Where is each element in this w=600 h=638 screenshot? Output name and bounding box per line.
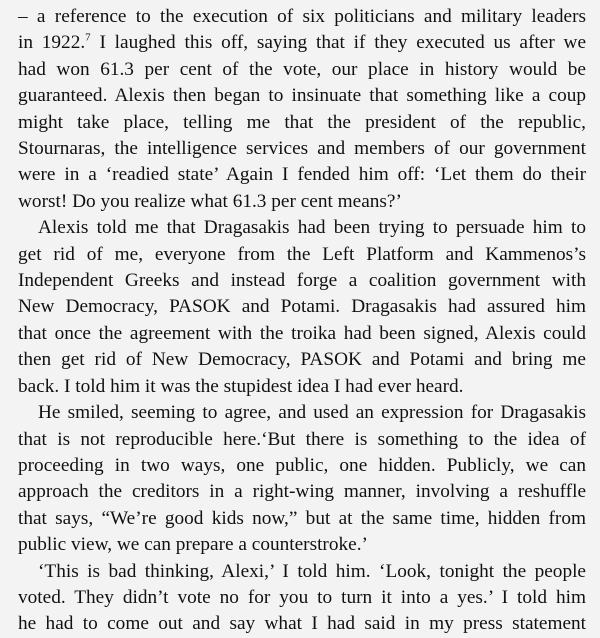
text-line: – a reference to the execution of six politicians and military leaders [18, 6, 586, 27]
footnote-marker: 7 [85, 31, 91, 44]
text-line: voted. They didn’t vote no for you to turn it into a yes.’ I told him [18, 586, 586, 608]
paragraph-4 [18, 559, 586, 638]
text-line: New Democracy, PASOK and Potami. Dragasakis had assured him [18, 296, 586, 318]
text-line: then get rid of New Democracy, PASOK and Potami and bring me [18, 349, 586, 371]
text-line: that once the agreement with the troika had been signed, Alexis could [18, 322, 586, 344]
text-line: Independent Greeks and instead forge a coalition government with [18, 270, 586, 292]
text-line: Alexis told me that Dragasakis had been trying to persuade him to [38, 217, 586, 239]
text-line: he had to come out and say what I had said in my press statement [18, 613, 586, 635]
paragraph-3 [18, 400, 586, 558]
text-line: guaranteed. Alexis then began to insinuate that something like a coup [18, 85, 586, 107]
text-line: that is not reproducible here.‘But there is something to the idea of [18, 428, 586, 450]
paragraph-2 [18, 215, 586, 400]
text-line: ‘This is bad thinking, Alexi,’ I told him. ‘Look, tonight the people [38, 560, 586, 582]
text-line: Stournaras, the intelligence services and members of our government [18, 138, 586, 160]
paragraph-1 [18, 4, 586, 215]
text-line: worst! Do you realize what 61.3 per cent means?’ [18, 190, 402, 212]
text-line: had won 61.3 per cent of the vote, our place in history would be [18, 58, 586, 80]
text-line: in 1922.$^7$ I laughed this off, saying that if they executed us after we [18, 31, 587, 54]
text-line: might take place, telling me that the president of the republic, [18, 111, 586, 133]
text-line: proceeding in two ways, one public, one hidden. Publicly, we can [18, 454, 586, 476]
text-line: back. I told him it was the stupidest idea I had ever heard. [18, 375, 464, 397]
text-line: were in a ‘readied state’ Again I fended him off: ‘Let them do their [18, 164, 586, 186]
text-line: get rid of me, everyone from the Left Platform and Kammenos’s [18, 243, 586, 265]
text-line: public view, we can prepare a counterstroke.’ [18, 534, 368, 556]
text-line: approach the creditors in a right-wing manner, involving a reshuffle [18, 481, 586, 503]
text-line: He smiled, seeming to agree, and used an expression for Dragasakis [38, 402, 586, 424]
text-line: that says, “We’re good kids now,” but at the same time, hidden from [18, 507, 586, 529]
